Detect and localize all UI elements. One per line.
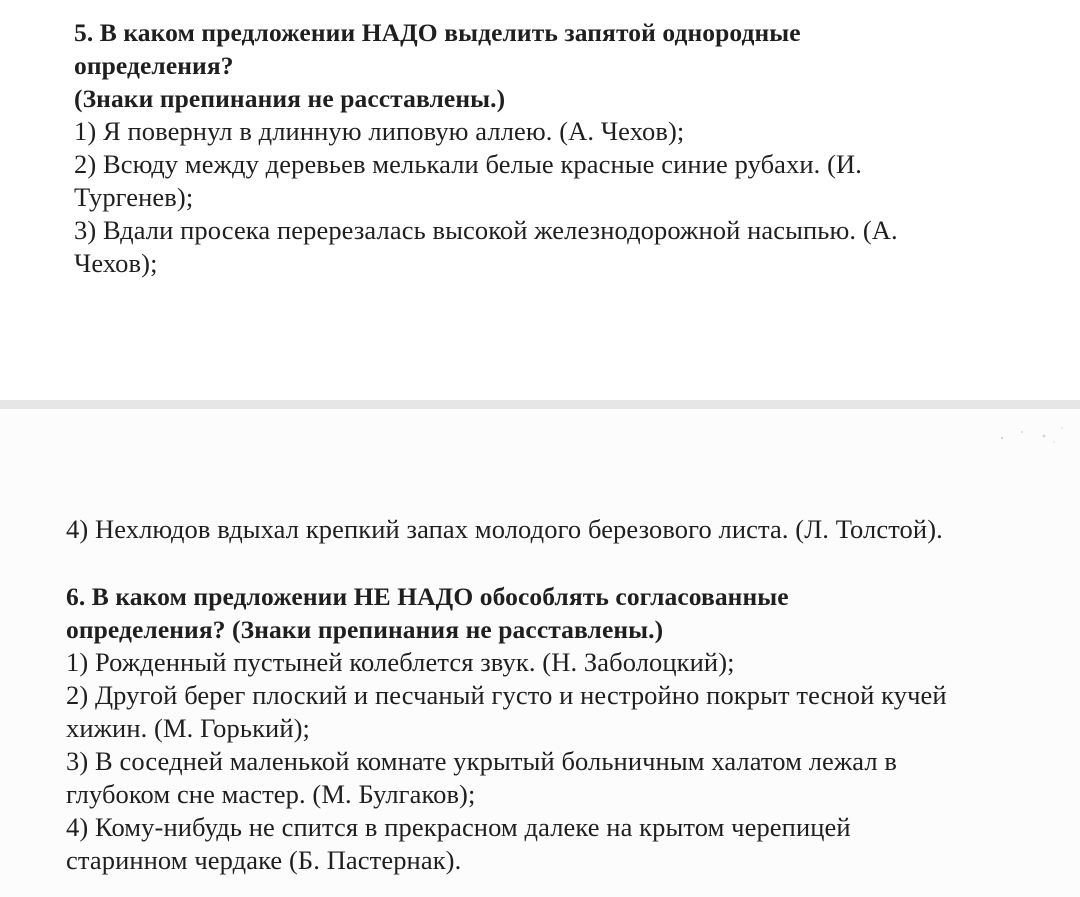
question-5-option-3-continued: Чехов); — [74, 248, 158, 278]
question-6-heading-line-2: определения? (Знаки препинания не расставлены.) — [66, 615, 664, 644]
question-6-option-1: 1) Рожденный пустыней колеблется звук. (Н. Заболоцкий); — [66, 647, 735, 677]
question-6-option-4-continued: старинном чердаке (Б. Пастернак). — [66, 845, 462, 875]
question-6 — [66, 580, 1056, 877]
question-5-option-1: 1) Я повернул в длинную липовую аллею. (А. Чехов); — [74, 116, 685, 146]
question-5-option-2: 2) Всюду между деревьев мелькали белые красные синие рубахи. (И. — [74, 149, 862, 179]
question-5-heading-line-3: (Знаки препинания не расставлены.) — [74, 84, 506, 113]
page-divider — [0, 400, 1080, 409]
question-6-option-3: 3) В соседней маленькой комнате укрытый больничным халатом лежал в — [66, 746, 898, 776]
question-6-option-4: 4) Кому-нибудь не спится в прекрасном далеке на крытом черепицей — [66, 812, 851, 842]
question-5-option-4: 4) Нехлюдов вдыхал крепкий запах молодого березового листа. (Л. Толстой). — [66, 514, 943, 544]
scan-noise-mark — [992, 418, 1072, 448]
question-6-option-3-continued: глубоком сне мастер. (М. Булгаков); — [66, 779, 476, 809]
question-6-heading-line-1: 6. В каком предложении НЕ НАДО обособлять согласованные — [66, 582, 789, 611]
question-5-option-3: 3) Вдали просека перерезалась высокой железнодорожной насыпью. (А. — [74, 215, 898, 245]
question-6-option-2: 2) Другой берег плоский и песчаный густо и нестройно покрыт тесной кучей — [66, 680, 947, 710]
question-5-continuation — [66, 513, 1066, 546]
question-5-heading-line-1: 5. В каком предложении НАДО выделить запятой однородные — [74, 18, 801, 47]
question-6-option-2-continued: хижин. (М. Горький); — [66, 713, 310, 743]
question-5-option-2-continued: Тургенев); — [74, 182, 194, 212]
question-5-heading-line-2: определения? — [74, 51, 234, 80]
question-5 — [74, 16, 1034, 280]
